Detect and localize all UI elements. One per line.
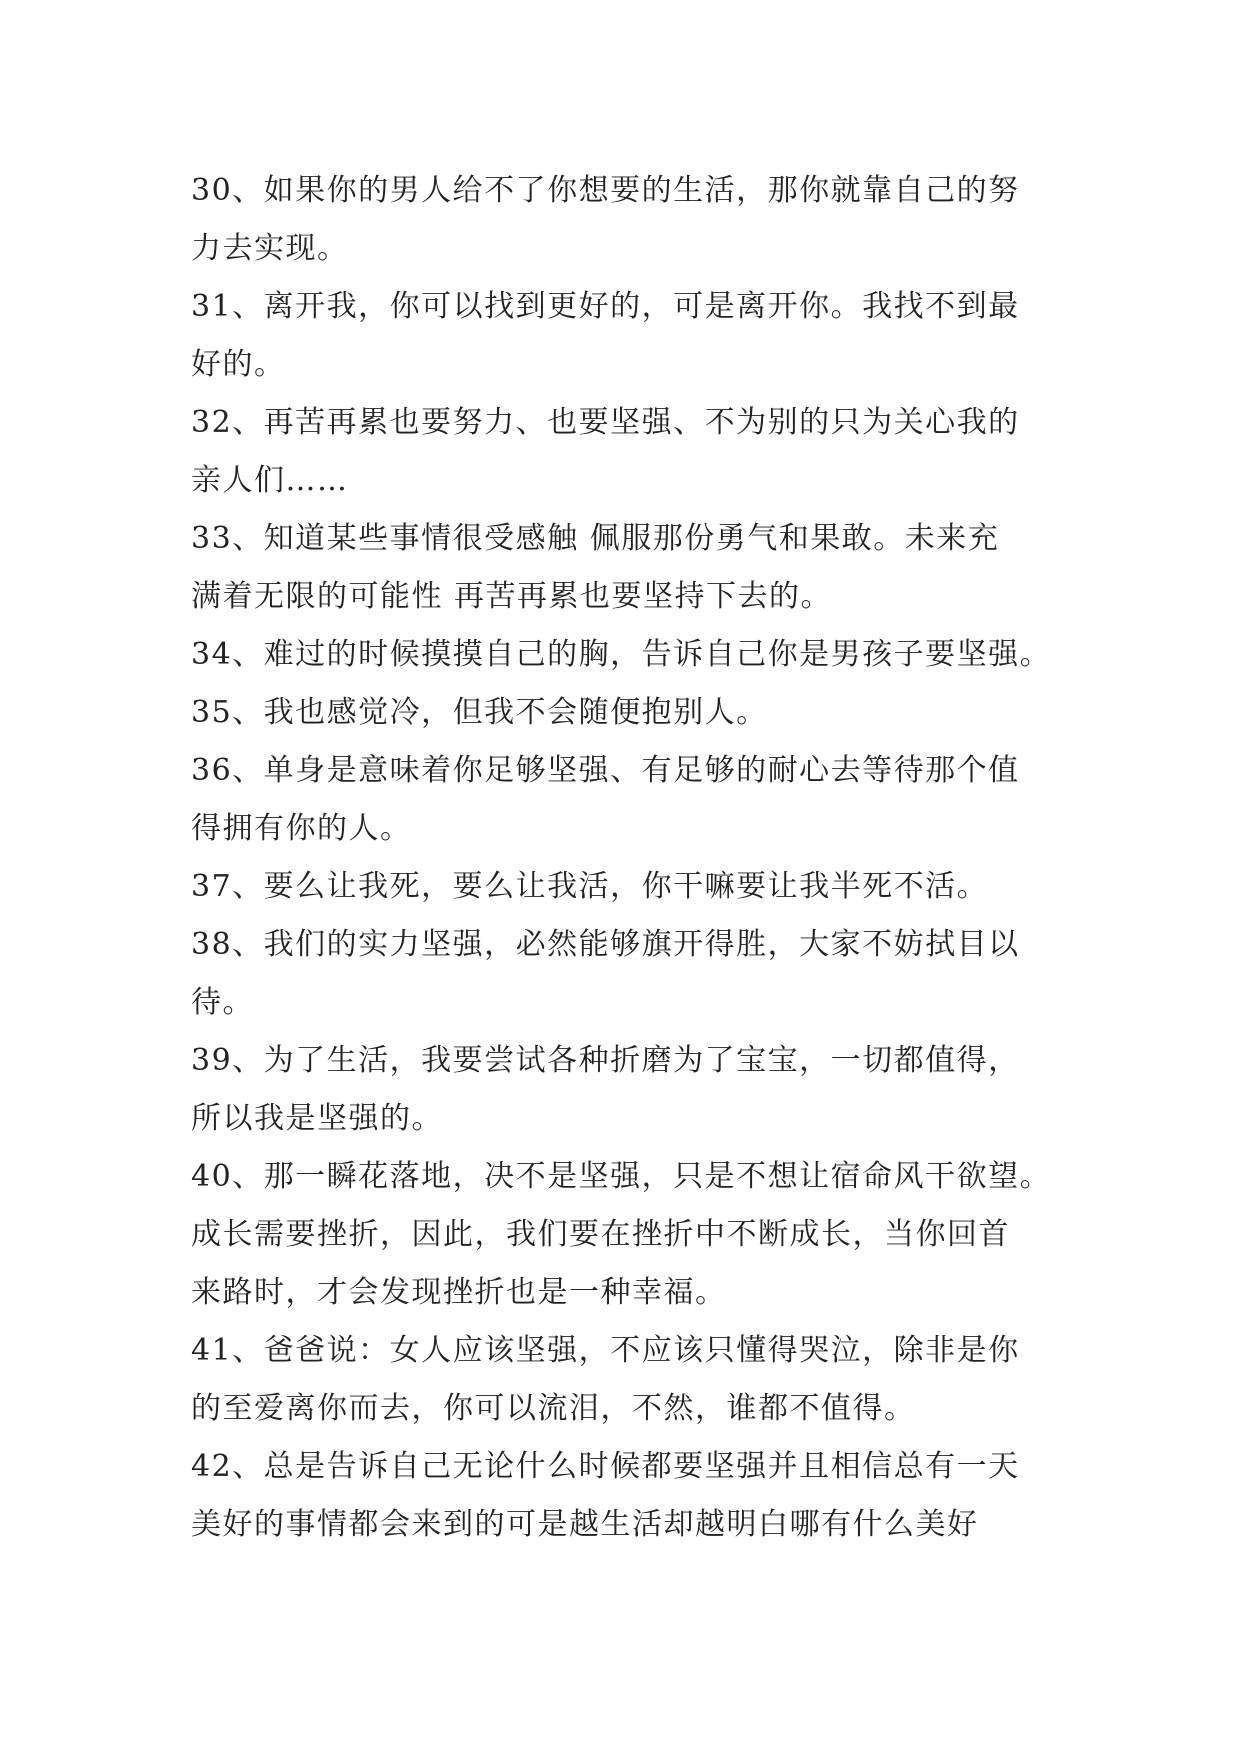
text-line: 39、为了生活，我要尝试各种折磨为了宝宝，一切都值得， [191,1043,1020,1078]
text-line: 34、难过的时候摸摸自己的胸，告诉自己你是男孩子要坚强。 [191,637,1052,672]
text-line: 亲人们…… [191,463,349,498]
text-line: 31、离开我，你可以找到更好的，可是离开你。我找不到最 [191,289,1020,324]
text-line: 41、爸爸说：女人应该坚强，不应该只懂得哭泣，除非是你 [191,1333,1020,1368]
text-line: 得拥有你的人。 [191,811,412,846]
text-line: 38、我们的实力坚强，必然能够旗开得胜，大家不妨拭目以 [191,927,1020,962]
text-line: 所以我是坚强的。 [191,1101,443,1136]
text-line: 待。 [191,985,254,1020]
text-line: 来路时，才会发现挫折也是一种幸福。 [191,1275,727,1310]
text-line: 力去实现。 [191,231,349,266]
text-line: 好的。 [191,347,286,382]
text-line: 42、总是告诉自己无论什么时候都要坚强并且相信总有一天 [191,1449,1020,1484]
text-line: 33、知道某些事情很受感触 佩服那份勇气和果敢。未来充 [191,521,1000,556]
text-line: 满着无限的可能性 再苦再累也要坚持下去的。 [191,579,833,614]
text-line: 30、如果你的男人给不了你想要的生活，那你就靠自己的努 [191,173,1020,208]
document-body [191,162,1061,1554]
text-line: 32、再苦再累也要努力、也要坚强、不为别的只为关心我的 [191,405,1020,440]
text-line: 40、那一瞬花落地，决不是坚强，只是不想让宿命风干欲望。 [191,1159,1052,1194]
text-line: 成长需要挫折，因此，我们要在挫折中不断成长，当你回首 [191,1217,1010,1252]
text-line: 37、要么让我死，要么让我活，你干嘛要让我半死不活。 [191,869,989,904]
text-line: 美好的事情都会来到的可是越生活却越明白哪有什么美好 [191,1507,979,1542]
text-line: 的至爱离你而去，你可以流泪，不然，谁都不值得。 [191,1391,916,1426]
text-line: 35、我也感觉冷，但我不会随便抱别人。 [191,695,768,730]
text-line: 36、单身是意味着你足够坚强、有足够的耐心去等待那个值 [191,753,1020,788]
